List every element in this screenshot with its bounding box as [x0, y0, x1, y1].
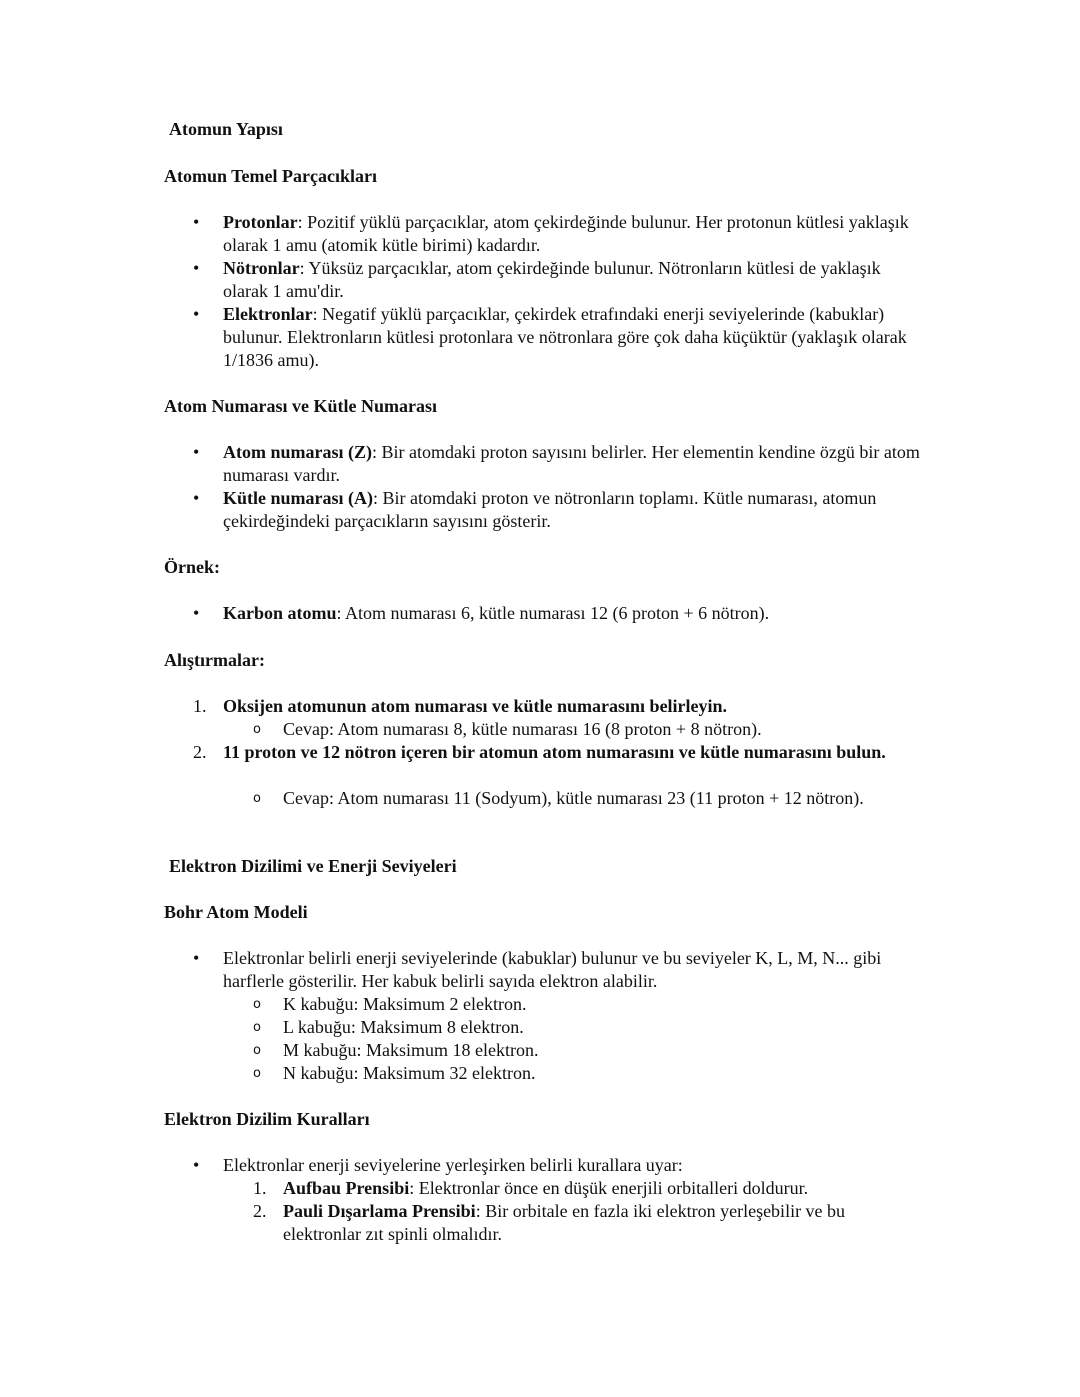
bullet-icon: •: [193, 948, 200, 968]
term: Karbon atomu: [223, 603, 337, 623]
bullet-icon: •: [193, 488, 200, 508]
term: Pauli Dışarlama Prensibi: [283, 1201, 476, 1221]
exercise-question-1: [223, 695, 923, 718]
question-text: Oksijen atomunun atom numarası ve kütle numarasını belirleyin.: [223, 696, 728, 716]
definition: : Bir atomdaki proton ve nötronların toplamı. Kütle numarası, atomun çekirdeğindeki parçacıkların sayısını gösterir.: [223, 488, 877, 531]
definition: : Pozitif yüklü parçacıklar, atom çekirdeğinde bulunur. Her protonun kütlesi yaklaşık olarak 1 amu (atomik kütle birimi) kadardır.: [223, 212, 909, 255]
definition: : Bir orbitale en fazla iki elektron yerleşebilir ve bu elektronlar zıt spinli olmalıdır.: [283, 1201, 846, 1244]
shell-n: N kabuğu: Maksimum 32 elektron.: [283, 1063, 536, 1083]
exercise-question-2: [223, 741, 923, 764]
list-item-notronlar: [223, 257, 923, 303]
list-item-kutle-numarasi: [223, 487, 923, 533]
bullet-icon: •: [193, 212, 200, 232]
circle-bullet-icon: o: [253, 722, 261, 737]
question-text: 11 proton ve 12 nötron içeren bir atomun atom numarasını ve kütle numarasını bulun.: [223, 742, 886, 762]
particles-heading: Atomun Temel Parçacıkları: [164, 166, 377, 186]
list-number: 2.: [253, 1201, 267, 1221]
term: Aufbau Prensibi: [283, 1178, 410, 1198]
list-number: 1.: [193, 696, 207, 716]
term: Atom numarası (Z): [223, 442, 372, 462]
bullet-icon: •: [193, 442, 200, 462]
definition: : Elektronlar önce en düşük enerjili orbitalleri doldurur.: [409, 1178, 809, 1198]
rule-pauli: [283, 1200, 923, 1246]
bullet-icon: •: [193, 258, 200, 278]
definition: : Negatif yüklü parçacıklar, çekirdek etrafındaki enerji seviyelerinde (kabuklar) bulunur. Elektronların kütlesi protonlara ve nötronlara göre çok daha küçüktür (yaklaşık olarak 1/1836 amu).: [223, 304, 907, 370]
exercises-heading: Alıştırmalar:: [164, 650, 265, 670]
shell-l: L kabuğu: Maksimum 8 elektron.: [283, 1017, 524, 1037]
list-item-elektronlar: [223, 303, 923, 372]
page-title: Atomun Yapısı: [169, 119, 283, 139]
bohr-heading: Bohr Atom Modeli: [164, 902, 308, 922]
definition: : Bir atomdaki proton sayısını belirler. Her elementin kendine özgü bir atom numarası vardır.: [223, 442, 920, 485]
circle-bullet-icon: o: [253, 997, 261, 1012]
shell-m: M kabuğu: Maksimum 18 elektron.: [283, 1040, 539, 1060]
circle-bullet-icon: o: [253, 1020, 261, 1035]
rule-aufbau: [283, 1177, 923, 1200]
term: Protonlar: [223, 212, 298, 232]
configuration-heading: Elektron Dizilimi ve Enerji Seviyeleri: [169, 856, 457, 876]
exercise-answer-1: Cevap: Atom numarası 8, kütle numarası 16 (8 proton + 8 nötron).: [283, 719, 762, 739]
definition: : Atom numarası 6, kütle numarası 12 (6 proton + 6 nötron).: [336, 603, 770, 623]
circle-bullet-icon: o: [253, 791, 261, 806]
list-number: 2.: [193, 742, 207, 762]
list-item-karbon: [223, 602, 923, 625]
term: Nötronlar: [223, 258, 300, 278]
example-heading: Örnek:: [164, 557, 220, 577]
circle-bullet-icon: o: [253, 1066, 261, 1081]
bullet-icon: •: [193, 304, 200, 324]
list-item-protonlar: [223, 211, 923, 257]
term: Kütle numarası (A): [223, 488, 373, 508]
bullet-icon: •: [193, 603, 200, 623]
exercise-answer-2: Cevap: Atom numarası 11 (Sodyum), kütle numarası 23 (11 proton + 12 nötron).: [283, 788, 864, 808]
bullet-icon: •: [193, 1155, 200, 1175]
definition: : Yüksüz parçacıklar, atom çekirdeğinde bulunur. Nötronların kütlesi de yaklaşık olarak 1 amu'dir.: [223, 258, 881, 301]
circle-bullet-icon: o: [253, 1043, 261, 1058]
shell-k: K kabuğu: Maksimum 2 elektron.: [283, 994, 527, 1014]
numbers-heading: Atom Numarası ve Kütle Numarası: [164, 396, 437, 416]
rules-intro: Elektronlar enerji seviyelerine yerleşirken belirli kurallara uyar:: [223, 1155, 683, 1175]
bohr-intro: Elektronlar belirli enerji seviyelerinde (kabuklar) bulunur ve bu seviyeler K, L, M, N... gibi harflerle gösterilir. Her kabuk belirli sayıda elektron alabilir.: [223, 948, 882, 991]
term: Elektronlar: [223, 304, 313, 324]
list-number: 1.: [253, 1178, 267, 1198]
rules-heading: Elektron Dizilim Kuralları: [164, 1109, 370, 1129]
list-item-atom-numarasi: [223, 441, 923, 487]
